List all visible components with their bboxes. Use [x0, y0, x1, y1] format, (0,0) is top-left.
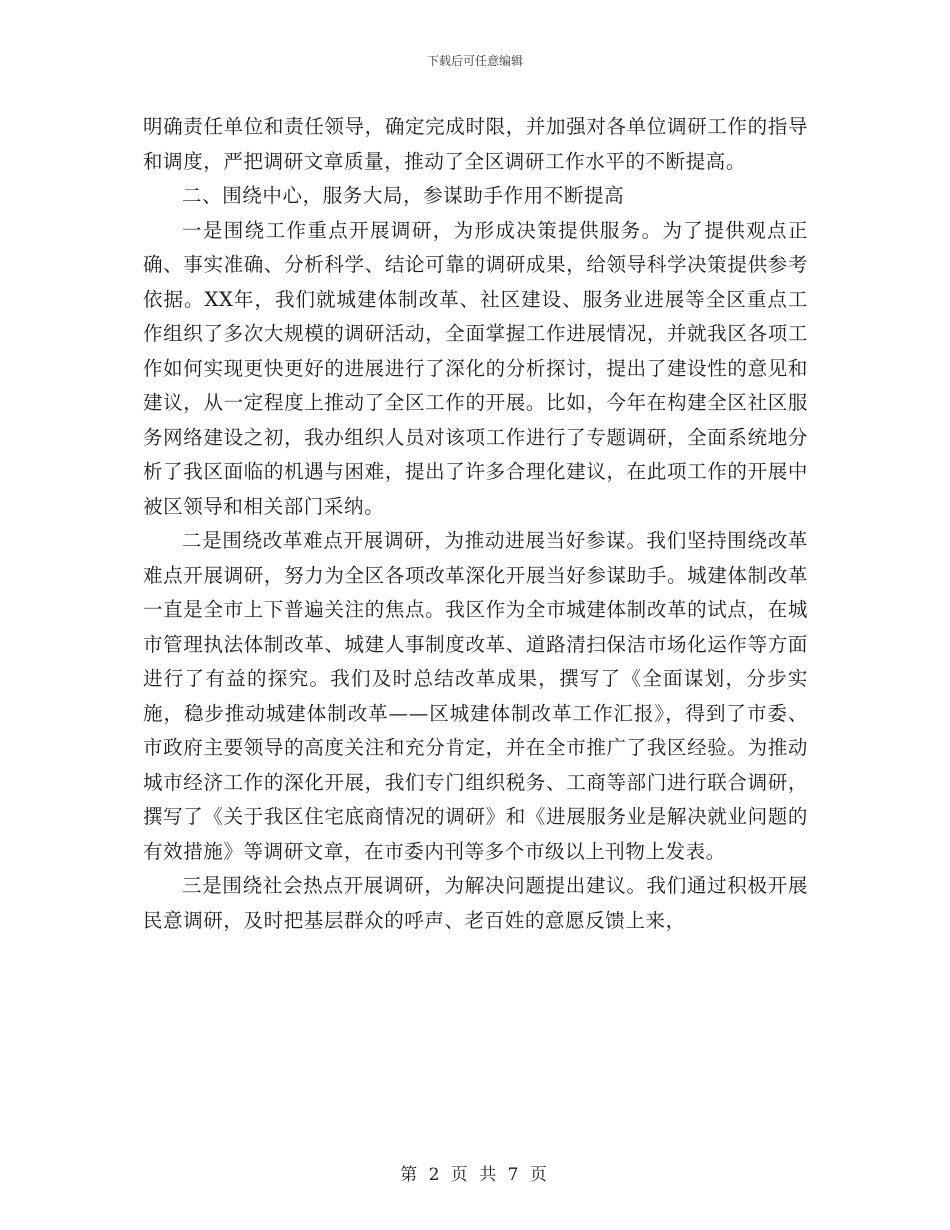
body-text [143, 110, 808, 938]
paragraph: 二是围绕改革难点开展调研，为推动进展当好参谋。我们坚持围绕改革难点开展调研，努力为全区各项改革深化开展当好参谋助手。城建体制改革一直是全市上下普遍关注的焦点。我区作为全市城建体制改革的试点，在城市管理执法体制改革、城建人事制度改革、道路清扫保洁市场化运作等方面进行了有益的探究。我们及时总结改革成果，撰写了《全面谋划，分步实施，稳步推动城建体制改革——区城建体制改革工作汇报》，得到了市委、市政府主要领导的高度关注和充分肯定，并在全市推广了我区经验。为推动城市经济工作的深化开展，我们专门组织税务、工商等部门进行联合调研，撰写了《关于我区住宅底商情况的调研》和《进展服务业是解决就业问题的有效措施》等调研文章，在市委内刊等多个市级以上刊物上发表。 [143, 529, 808, 863]
page-number-footer: 第 2 页 共 7 页 [400, 1165, 550, 1185]
paragraph: 三是围绕社会热点开展调研，为解决问题提出建议。我们通过积极开展民意调研，及时把基层群众的呼声、老百姓的意愿反馈上来， [143, 874, 808, 932]
paragraph: 一是围绕工作重点开展调研，为形成决策提供服务。为了提供观点正确、事实准确、分析科学、结论可靠的调研成果，给领导科学决策提供参考依据。XX年，我们就城建体制改革、社区建设、服务业进展等全区重点工作组织了多次大规模的调研活动，全面掌握工作进展情况，并就我区各项工作如何实现更快更好的进展进行了深化的分析探讨，提出了建设性的意见和建议，从一定程度上推动了全区工作的开展。比如，今年在构建全区社区服务网络建设之初，我办组织人员对该项工作进行了专题调研，全面系统地分析了我区面临的机遇与困难，提出了许多合理化建议，在此项工作的开展中被区领导和相关部门采纳。 [143, 218, 808, 518]
paragraph-continuation: 明确责任单位和责任领导，确定完成时限，并加强对各单位调研工作的指导和调度，严把调研文章质量，推动了全区调研工作水平的不断提高。 [143, 115, 808, 173]
page-header-note: 下载后可任意编辑 [426, 54, 523, 68]
section-heading: 二、围绕中心，服务大局，参谋助手作用不断提高 [182, 184, 625, 207]
